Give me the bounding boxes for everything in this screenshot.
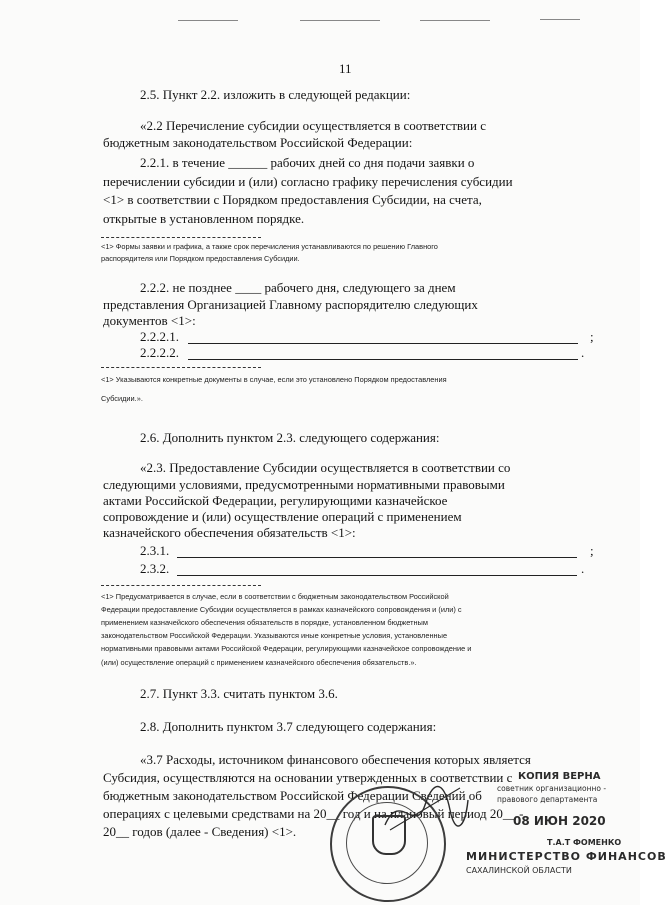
section-heading: 2.8. Дополнить пунктом 3.7 следующего содержания: (140, 719, 437, 734)
stamp-position: советник организационно - (497, 784, 607, 793)
stamp-region: САХАЛИНСКОЙ ОБЛАСТИ (466, 866, 572, 875)
paragraph-line: 2.2.2. не позднее ____ рабочего дня, следующего за днем (140, 280, 456, 295)
stamp-date: 08 ИЮН 2020 (513, 814, 606, 828)
footnote-separator (101, 367, 261, 368)
page-number: 11 (339, 61, 352, 76)
signature-icon (380, 780, 470, 840)
paragraph-line: Субсидия, осуществляются на основании утвержденных в соответствии с (103, 770, 513, 785)
footnote-line: применением казначейского обеспечения обязательств в порядке, установленном бюджетным (101, 618, 428, 627)
paragraph-line: «2.3. Предоставление Субсидии осуществляется в соответствии со (140, 460, 511, 475)
paragraph-line: представления Организацией Главному распорядителю следующих (103, 297, 478, 312)
list-item-label: 2.3.1. (140, 543, 170, 558)
footnote-line: Федерации предоставление Субсидии осуществляется в рамках казначейского сопровождения и (или) с (101, 605, 462, 614)
list-item-end: . (581, 561, 585, 576)
paragraph-line: <1> в соответствии с Порядком предоставления Субсидии, на счета, (103, 192, 482, 207)
paragraph-line: актами Российской Федерации, регулирующими казначейское (103, 493, 448, 508)
fill-in-line (177, 575, 577, 576)
footnote-separator (101, 237, 261, 238)
fill-in-line (177, 557, 577, 558)
paragraph-line: «2.2 Перечисление субсидии осуществляется в соответствии с (140, 118, 486, 133)
list-item-label: 2.2.2.2. (140, 345, 179, 360)
list-item-end: ; (590, 329, 594, 344)
stamp-ministry: МИНИСТЕРСТВО ФИНАНСОВ (466, 850, 667, 863)
list-item-end: ; (590, 543, 594, 558)
paragraph-line: документов <1>: (103, 313, 196, 328)
paragraph-line: операциях с целевыми средствами на 20__ год и на плановый период 20__ - (103, 806, 524, 821)
section-heading: 2.5. Пункт 2.2. изложить в следующей редакции: (140, 87, 411, 102)
paragraph-line: перечислении субсидии и (или) согласно графику перечисления субсидии (103, 174, 513, 189)
paragraph-line: открытые в установленном порядке. (103, 211, 305, 226)
fill-in-line (188, 359, 578, 360)
paragraph-line: 2.2.1. в течение ______ рабочих дней со дня подачи заявки о (140, 155, 475, 170)
paragraph-line: казначейского обеспечения обязательств <1>: (103, 525, 356, 540)
paragraph-line: бюджетным законодательством Российской Федерации: (103, 135, 413, 150)
scan-artifact (420, 20, 490, 21)
list-item-label: 2.2.2.1. (140, 329, 179, 344)
stamp-copy-label: КОПИЯ ВЕРНА (518, 771, 601, 782)
footnote-line: Субсидии.». (101, 394, 143, 403)
fill-in-line (188, 343, 578, 344)
footnote-line: нормативными правовыми актами Российской Федерации, регулирующими казначейское сопровождение и (101, 644, 472, 653)
paragraph-line: следующими условиями, предусмотренными нормативными правовыми (103, 477, 505, 492)
stamp-department: правового департамента (497, 795, 598, 804)
scan-artifact (540, 19, 580, 20)
scan-artifact (178, 20, 238, 21)
section-heading: 2.7. Пункт 3.3. считать пунктом 3.6. (140, 686, 338, 701)
footnote-line: законодательством Российской Федерации. Указываются иные конкретные условия, установленные (101, 631, 448, 640)
paragraph-line: 20__ годов (далее - Сведения) <1>. (103, 824, 297, 839)
footnote-line: <1> Указываются конкретные документы в случае, если это установлено Порядком предоставления (101, 375, 447, 384)
list-item-label: 2.3.2. (140, 561, 170, 576)
footnote-line: (или) осуществление операций с применением казначейского обеспечения обязательств.». (101, 658, 417, 667)
scan-artifact (300, 20, 380, 21)
list-item-end: . (581, 345, 585, 360)
footnote-separator (101, 585, 261, 586)
footnote-line: распорядителя или Порядком предоставления Субсидии. (101, 254, 300, 263)
paragraph-line: «3.7 Расходы, источником финансового обеспечения которых является (140, 752, 531, 767)
stamp-signer: Т.А.Т ФОМЕНКО (547, 838, 622, 847)
paragraph-line: сопровождение и (или) осуществление операций с применением (103, 509, 462, 524)
footnote-line: <1> Формы заявки и графика, а также срок перечисления устанавливаются по решению Главного (101, 242, 438, 251)
paragraph-line: бюджетным законодательством Российской Федерации Сведений об (103, 788, 482, 803)
footnote-line: <1> Предусматривается в случае, если в соответствии с бюджетным законодательством Российской (101, 592, 449, 601)
section-heading: 2.6. Дополнить пунктом 2.3. следующего содержания: (140, 430, 440, 445)
